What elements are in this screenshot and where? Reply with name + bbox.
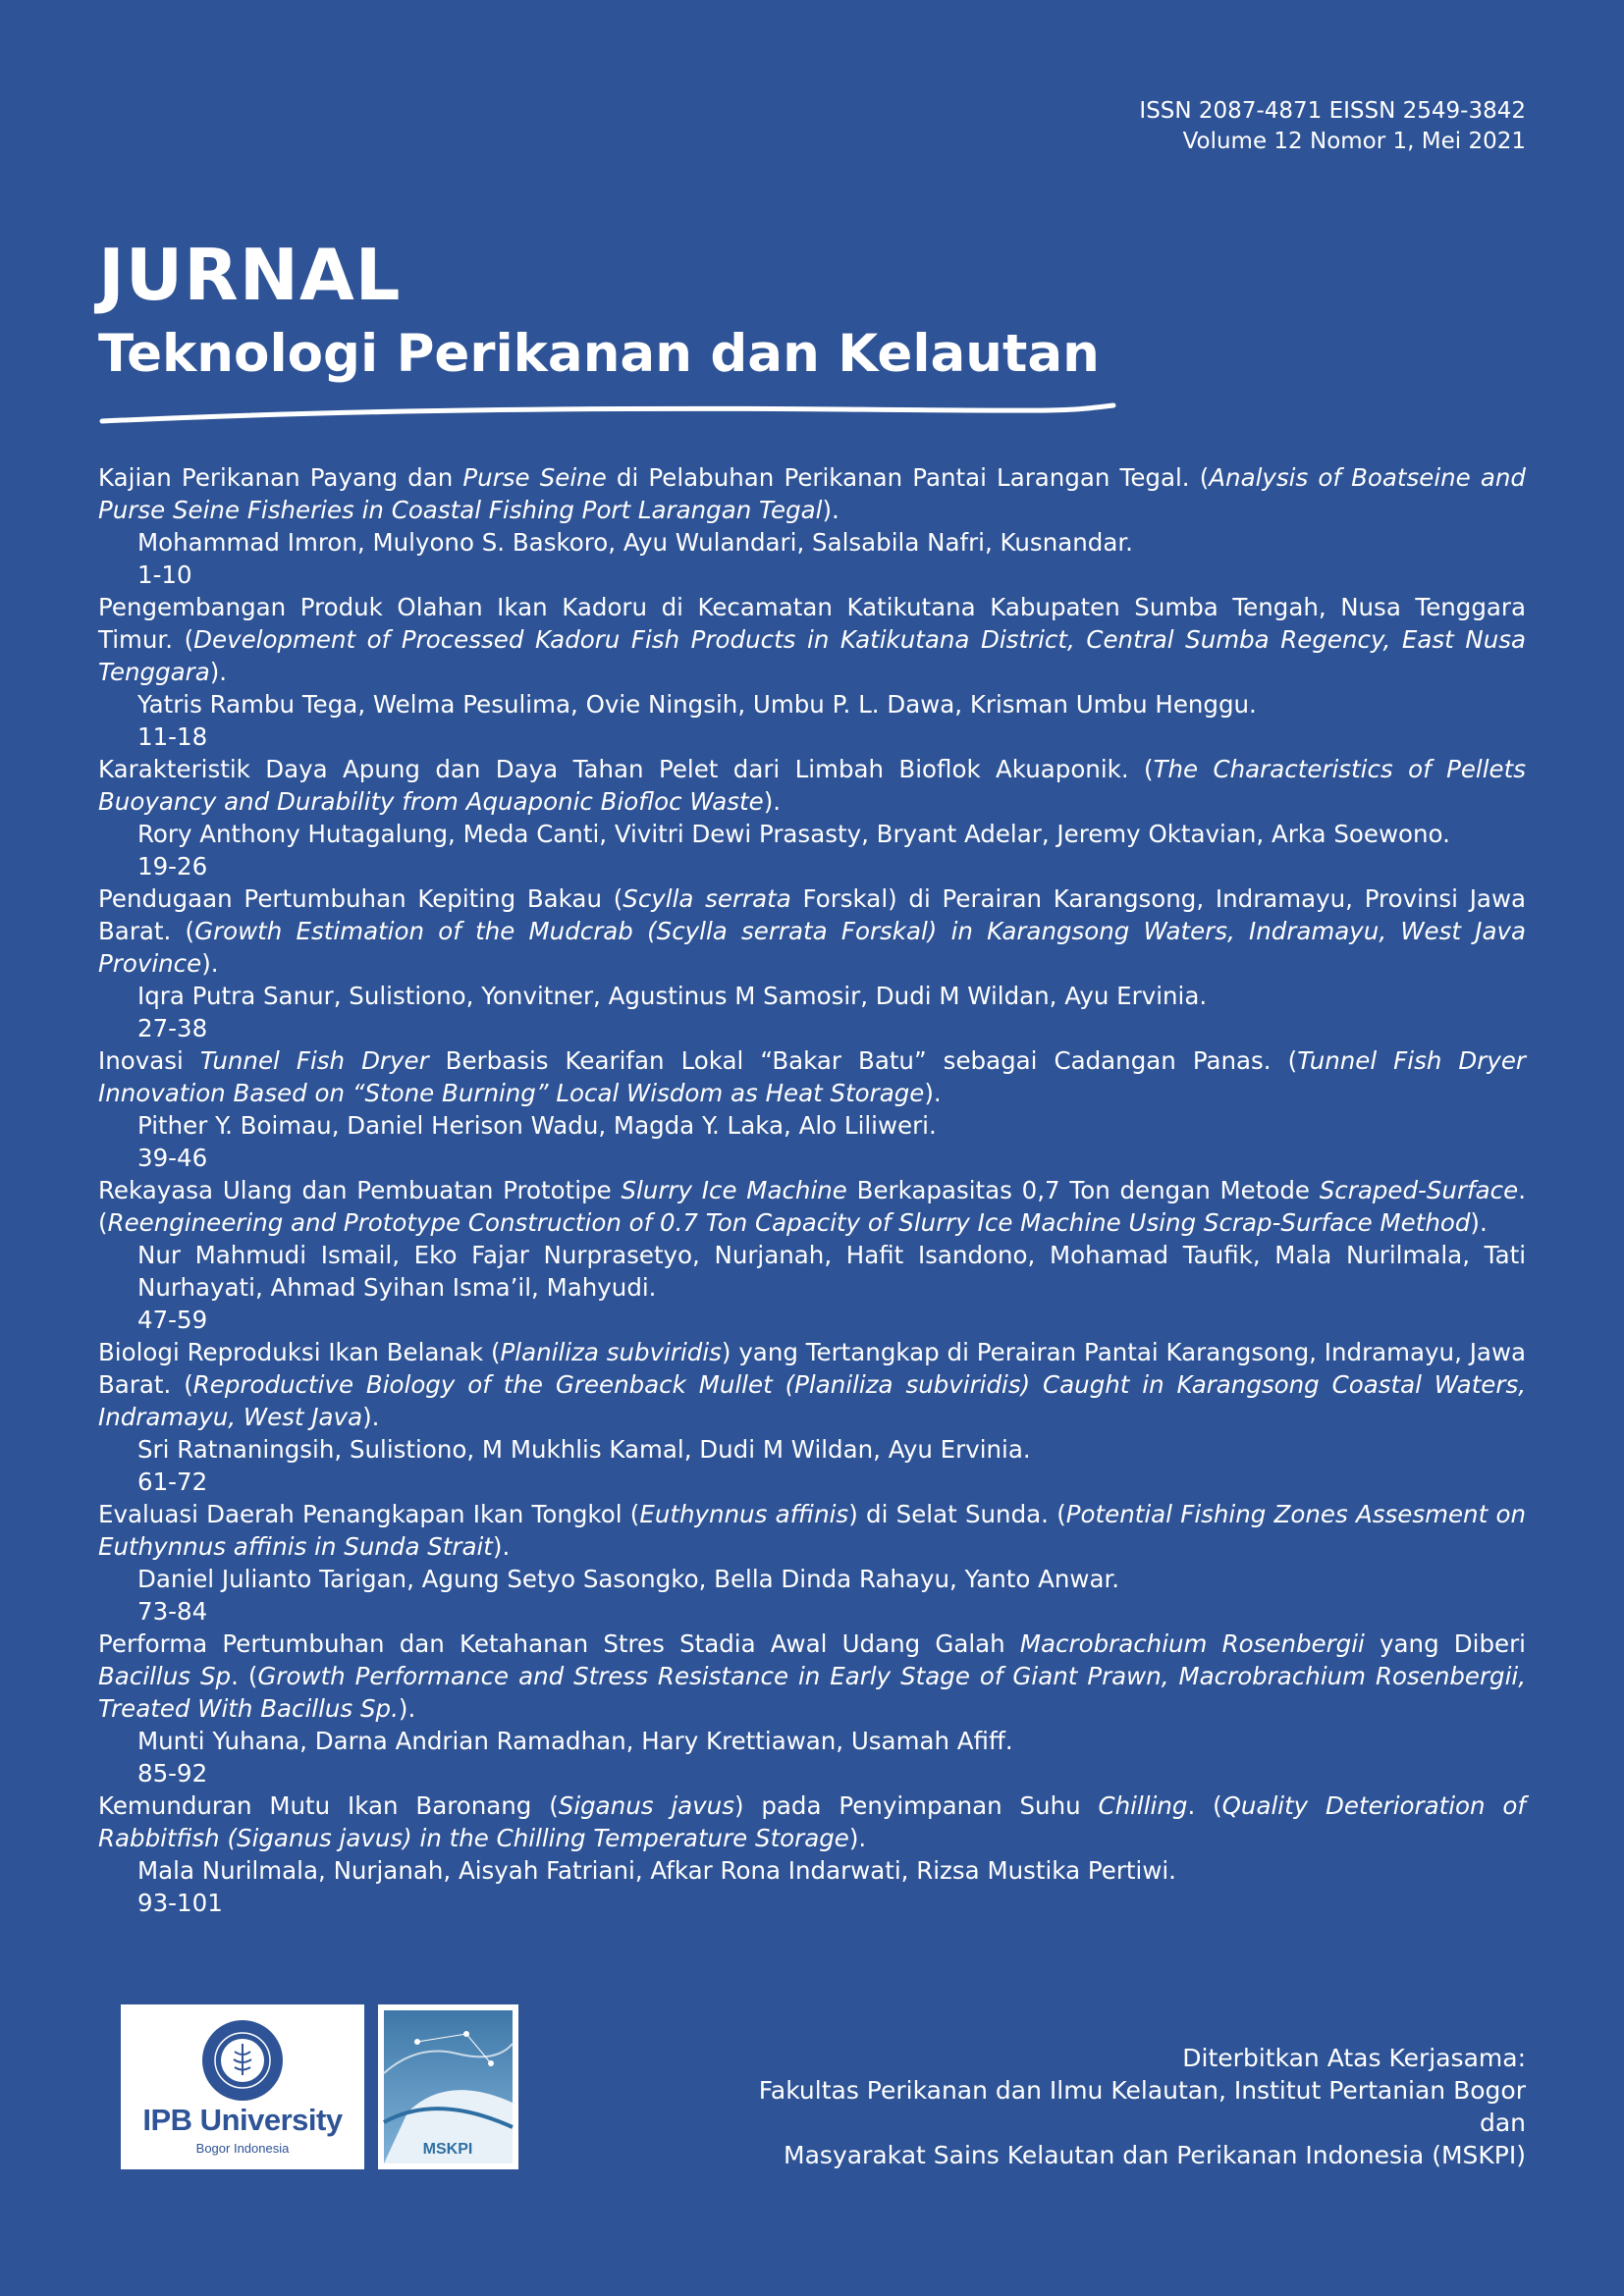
toc-entry <box>98 753 1526 882</box>
article-authors: Mohammad Imron, Mulyono S. Baskoro, Ayu Wulandari, Salsabila Nafri, Kusnandar. <box>137 528 1133 557</box>
article-title: Kemunduran Mutu Ikan Baronang (Siganus javus) pada Penyimpanan Suhu Chilling. (Quality Deterioration of Rabbitfish (Siganus javus) in the Chilling Temperature Storage). <box>98 1791 1526 1852</box>
ipb-location: Bogor Indonesia <box>195 2141 290 2156</box>
mskpi-emblem-icon <box>378 2004 518 2169</box>
title-underline-swash <box>98 398 1119 427</box>
article-pages: 47-59 <box>137 1306 208 1334</box>
toc-entry <box>98 1789 1526 1919</box>
article-title: Biologi Reproduksi Ikan Belanak (Planiliza subviridis) yang Tertangkap di Perairan Pantai Karangsong, Indramayu, Jawa Barat. (Reproductive Biology of the Greenback Mullet (Planiliza subviridis) Caught in Karangsong Coastal Waters, Indramayu, West Java). <box>98 1338 1527 1431</box>
article-pages: 85-92 <box>137 1759 208 1788</box>
journal-title: JURNAL <box>98 234 402 316</box>
volume-text: Volume 12 Nomor 1, Mei 2021 <box>1182 129 1526 154</box>
article-pages: 73-84 <box>137 1597 208 1626</box>
publisher-line1: Diterbitkan Atas Kerjasama: <box>1182 2044 1526 2072</box>
toc-entry <box>98 1628 1526 1789</box>
article-pages: 1-10 <box>137 561 192 589</box>
article-authors: Iqra Putra Sanur, Sulistiono, Yonvitner, Agustinus M Samosir, Dudi M Wildan, Ayu Ervinia. <box>137 982 1208 1010</box>
article-authors: Rory Anthony Hutagalung, Meda Canti, Vivitri Dewi Prasasty, Bryant Adelar, Jeremy Oktavian, Arka Soewono. <box>137 820 1450 848</box>
article-pages: 11-18 <box>137 722 208 751</box>
article-authors: Yatris Rambu Tega, Welma Pesulima, Ovie Ningsih, Umbu P. L. Dawa, Krisman Umbu Henggu. <box>137 690 1257 719</box>
article-authors: Nur Mahmudi Ismail, Eko Fajar Nurprasetyo, Nurjanah, Hafit Isandono, Mohamad Taufik, Mala Nurilmala, Tati Nurhayati, Ahmad Syihan Isma’il, Mahyudi. <box>137 1241 1526 1302</box>
toc-entry <box>98 1044 1526 1174</box>
article-title: Karakteristik Daya Apung dan Daya Tahan Pelet dari Limbah Bioflok Akuaponik. (The Characteristics of Pellets Buoyancy and Durability from Aquaponic Biofloc Waste). <box>98 755 1526 816</box>
article-authors: Pither Y. Boimau, Daniel Herison Wadu, Magda Y. Laka, Alo Liliweri. <box>137 1111 937 1140</box>
article-pages: 61-72 <box>137 1468 208 1496</box>
mskpi-logo <box>378 2004 518 2169</box>
publisher-line4: Masyarakat Sains Kelautan dan Perikanan Indonesia (MSKPI) <box>784 2141 1526 2169</box>
article-pages: 93-101 <box>137 1889 223 1917</box>
issn-text: ISSN 2087-4871 EISSN 2549-3842 <box>1139 98 1526 124</box>
toc-entry <box>98 1336 1526 1498</box>
article-pages: 19-26 <box>137 852 208 881</box>
article-title: Performa Pertumbuhan dan Ketahanan Stres Stadia Awal Udang Galah Macrobrachium Rosenbergii yang Diberi Bacillus Sp. (Growth Performance and Stress Resistance in Early Stage of Giant Prawn, Macrobrachium Rosenbergii, Treated With Bacillus Sp.). <box>98 1629 1527 1723</box>
ipb-seal-icon <box>200 2018 285 2103</box>
toc-entry <box>98 882 1526 1044</box>
article-authors: Sri Ratnaningsih, Sulistiono, M Mukhlis Kamal, Dudi M Wildan, Ayu Ervinia. <box>137 1435 1031 1464</box>
issn-block <box>1139 96 1526 157</box>
publisher-block <box>759 2042 1526 2171</box>
article-title: Evaluasi Daerah Penangkapan Ikan Tongkol (Euthynnus affinis) di Selat Sunda. (Potential Fishing Zones Assesment on Euthynnus affinis in Sunda Strait). <box>98 1500 1526 1561</box>
article-authors: Munti Yuhana, Darna Andrian Ramadhan, Hary Krettiawan, Usamah Afiff. <box>137 1727 1013 1755</box>
publisher-line2: Fakultas Perikanan dan Ilmu Kelautan, Institut Pertanian Bogor <box>758 2076 1526 2105</box>
article-title: Inovasi Tunnel Fish Dryer Berbasis Kearifan Lokal “Bakar Batu” sebagai Cadangan Panas. (Tunnel Fish Dryer Innovation Based on “Stone Burning” Local Wisdom as Heat Storage). <box>98 1046 1526 1107</box>
ipb-name: IPB University <box>142 2103 343 2137</box>
toc-entry <box>98 461 1526 591</box>
article-pages: 39-46 <box>137 1144 208 1172</box>
mskpi-text: MSKPI <box>422 2141 473 2158</box>
publisher-line3: dan <box>1479 2109 1526 2137</box>
table-of-contents <box>98 461 1526 1919</box>
toc-entry <box>98 1174 1526 1336</box>
article-pages: 27-38 <box>137 1014 208 1042</box>
journal-subtitle: Teknologi Perikanan dan Kelautan <box>98 324 1100 384</box>
article-title: Pendugaan Pertumbuhan Kepiting Bakau (Scylla serrata Forskal) di Perairan Karangsong, Indramayu, Provinsi Jawa Barat. (Growth Estimation of the Mudcrab (Scylla serrata Forskal) in Karangsong Waters, Indramayu, West Java Province). <box>98 884 1526 978</box>
toc-entry <box>98 591 1526 753</box>
toc-entry <box>98 1498 1526 1628</box>
article-title: Kajian Perikanan Payang dan Purse Seine di Pelabuhan Perikanan Pantai Larangan Tegal. (Analysis of Boatseine and Purse Seine Fisheries in Coastal Fishing Port Larangan Tegal). <box>98 463 1526 524</box>
article-title: Pengembangan Produk Olahan Ikan Kadoru di Kecamatan Katikutana Kabupaten Sumba Tengah, Nusa Tenggara Timur. (Development of Processed Kadoru Fish Products in Katikutana District, Central Sumba Regency, East Nusa Tenggara). <box>98 593 1527 686</box>
journal-masthead <box>98 236 1100 389</box>
article-title: Rekayasa Ulang dan Pembuatan Prototipe Slurry Ice Machine Berkapasitas 0,7 Ton dengan Metode Scraped-Surface. (Reengineering and Prototype Construction of 0.7 Ton Capacity of Slurry Ice Machine Using Scrap-Surface Method). <box>98 1176 1527 1237</box>
ipb-university-logo <box>121 2004 364 2169</box>
article-authors: Mala Nurilmala, Nurjanah, Aisyah Fatriani, Afkar Rona Indarwati, Rizsa Mustika Pertiwi. <box>137 1856 1176 1885</box>
article-authors: Daniel Julianto Tarigan, Agung Setyo Sasongko, Bella Dinda Rahayu, Yanto Anwar. <box>137 1565 1120 1593</box>
